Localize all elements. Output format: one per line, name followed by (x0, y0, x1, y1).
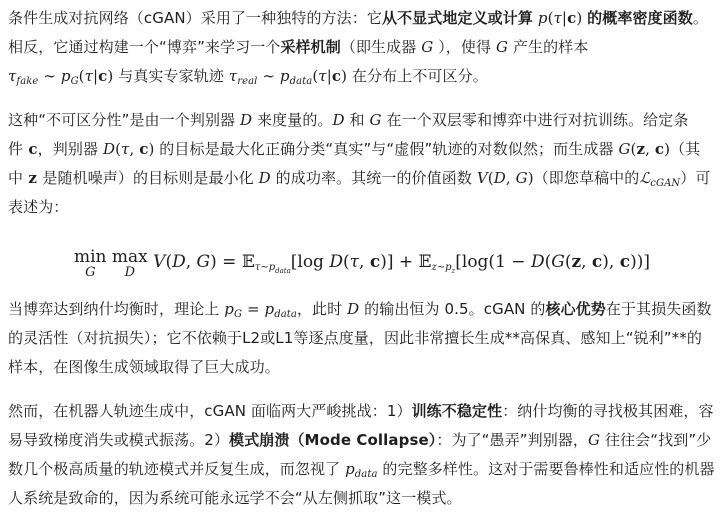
math-min-G: min G (74, 247, 107, 280)
math-c: c (98, 67, 108, 85)
bold-phrase: 采样机制 (280, 38, 341, 56)
math-D: D (493, 169, 506, 187)
math-G: G (416, 38, 439, 56)
math-tau: τ (349, 252, 360, 272)
text-run: 与真实专家轨迹 (118, 67, 224, 85)
math-D: D (235, 111, 258, 129)
math-G: G (551, 252, 565, 272)
math-pdata: $p_{data}$ (340, 460, 378, 480)
math-tau: τ (121, 140, 130, 158)
math-G-z-c: G (618, 140, 631, 158)
math-expect-sub: τ∼pdata (254, 262, 291, 275)
text-run: ：为了“愚弄”判别器， (436, 431, 589, 449)
math-sim: ∼ (38, 67, 61, 85)
math-p-tau-c: p (537, 9, 548, 27)
bold-phrase: 模式崩溃（Mode Collapse） (229, 431, 437, 449)
math-sim: ∼ (257, 67, 280, 85)
math-z: z (23, 169, 43, 187)
math-D-tau-c: D (102, 140, 116, 158)
math-z: z (636, 140, 646, 158)
math-G: G (515, 169, 528, 187)
math-G: G (364, 111, 387, 129)
text-run: 这种“不可区分性”是由一个判别器 (8, 111, 236, 129)
math-comma: , (129, 140, 140, 158)
text-run: 在分布上不可区分。 (351, 67, 488, 85)
math-D: D (342, 300, 365, 318)
bold-phrase: 训练不稳定性 (411, 402, 503, 420)
text-run: 在于其损失函数的灵活性（对抗损失）；它不依赖于L2或L1等逐点度量，因此非常擅长生成**高保真、感知上“锐利”**的样本，在图像生成领域取得了巨大成功。 (8, 300, 712, 376)
text-run: （其中 (8, 140, 701, 187)
math-max-D: max D (111, 247, 148, 280)
text-run: ），使得 (438, 38, 492, 56)
math-c: c (139, 140, 149, 158)
text-run: 和 (349, 111, 365, 129)
paragraph-challenges (8, 397, 716, 513)
math-paren: ) (148, 140, 155, 158)
text-run: 来度量的。 (257, 111, 333, 129)
math-paren: ( (312, 67, 319, 85)
math-pdata: $p_{data}$ (264, 300, 297, 320)
math-c: c (591, 252, 603, 272)
math-D: D (530, 252, 545, 272)
text-run: 是随机噪声）的目标则是最小化 (42, 169, 254, 187)
text-run: 的输出恒为 0.5。cGAN 的 (364, 300, 546, 318)
math-G: G (196, 252, 211, 272)
text-run: 在一个双层零和博弈中进行对抗训练。给定条件 (8, 111, 689, 158)
math-c: c (23, 140, 38, 158)
math-tau-real: $\tau_{real}$ (228, 67, 258, 87)
math-paren: ( (630, 140, 637, 158)
math-D: D (332, 111, 350, 129)
text-run: 条件生成对抗网络（cGAN）采用了一种独特的方法：它 (8, 9, 382, 27)
math-paren: ) (527, 169, 534, 187)
text-run: （即生成器 (340, 38, 417, 56)
math-comma: , (505, 169, 516, 187)
text-run: 往往会“找到”少数几个极高质量的轨迹模式并反复生成，而忽视了 (8, 431, 712, 478)
math-c: c (567, 9, 577, 27)
math-tau: τ (553, 9, 562, 27)
math-tau: τ (84, 67, 94, 85)
text-run: ）可表述为： (8, 169, 711, 216)
text-run: 。相反，它通过构建一个“博弈”来学习一个 (8, 9, 708, 56)
text-run: ，判别器 (37, 140, 99, 158)
math-G: G (588, 431, 605, 449)
math-paren: ) (576, 9, 583, 27)
math-c: c (331, 67, 342, 85)
math-bar: | (326, 67, 332, 85)
math-D: D (253, 169, 276, 187)
math-bar: | (561, 9, 568, 27)
paragraph-discriminator (8, 106, 716, 222)
math-tau: τ (318, 67, 327, 85)
text-run: （即您草稿中的 (533, 169, 640, 187)
text-run: 的成功率。其统一的价值函数 (275, 169, 472, 187)
math-eq: = (242, 300, 265, 318)
text-run: 的目标是最大化正确分类“真实”与“虚假”轨迹的对数似然；而生成器 (159, 140, 614, 158)
text-run: 产生的样本 (512, 38, 589, 56)
math-D: D (172, 252, 186, 272)
math-pG: $p_G$ (60, 67, 79, 87)
math-z: z (571, 252, 582, 272)
text-run: 然而，在机器人轨迹生成中，cGAN 面临两大严峻挑战：1） (8, 402, 412, 420)
value-function-equation: min G max D V(D, G) = 𝔼$_{\tau\sim p_{data}}$[log D(τ, c)] + 𝔼$_{z\sim p_z}$[log(1 − D(G(z, c), c))] (74, 247, 650, 280)
math-bar: | (93, 67, 99, 85)
text-run: ，此时 (296, 300, 343, 318)
bold-phrase: 核心优势 (545, 300, 606, 318)
math-c: c (619, 252, 631, 272)
math-paren: ( (547, 9, 554, 27)
bold-phrase: 的概率密度函数 (587, 9, 693, 27)
math-pdata: $p_{data}$ (279, 67, 313, 87)
text-run: 的完整多样性。这对于需要鲁棒性和适应性的机器人系统是致命的，因为系统可能永远学不会“从左侧抓取”这一模式。 (8, 460, 715, 507)
math-paren: ) (341, 67, 348, 85)
bold-phrase: 从不显式地定义或计算 (381, 9, 533, 27)
math-L-cgan: ℒ$_{cGAN}$ (639, 169, 681, 189)
math-paren: ) (664, 140, 671, 158)
math-D: D (329, 252, 343, 272)
math-V: V (153, 252, 166, 272)
text-run: 当博弈达到纳什均衡时，理论上 (8, 300, 220, 318)
paragraph-nash-equilibrium (8, 295, 716, 382)
math-paren: ( (487, 169, 494, 187)
math-c: c (654, 140, 665, 158)
paragraph-cgan-intro (8, 4, 716, 91)
math-tau-fake: $\tau_{fake}$ (8, 67, 39, 87)
text-run: ：纳什均衡的寻找极其困难，容易导致梯度消失或模式振荡。2） (8, 402, 714, 449)
math-V-D-G: V (476, 169, 488, 187)
math-c: c (369, 252, 381, 272)
math-G: G (491, 38, 513, 56)
math-comma: , (645, 140, 655, 158)
math-paren: ) (107, 67, 114, 85)
math-expect-sub: z∼pz (431, 262, 456, 275)
math-paren: ( (78, 67, 85, 85)
math-pG-eq-pdata: $p_G$ (224, 300, 243, 320)
math-paren: ( (115, 140, 122, 158)
